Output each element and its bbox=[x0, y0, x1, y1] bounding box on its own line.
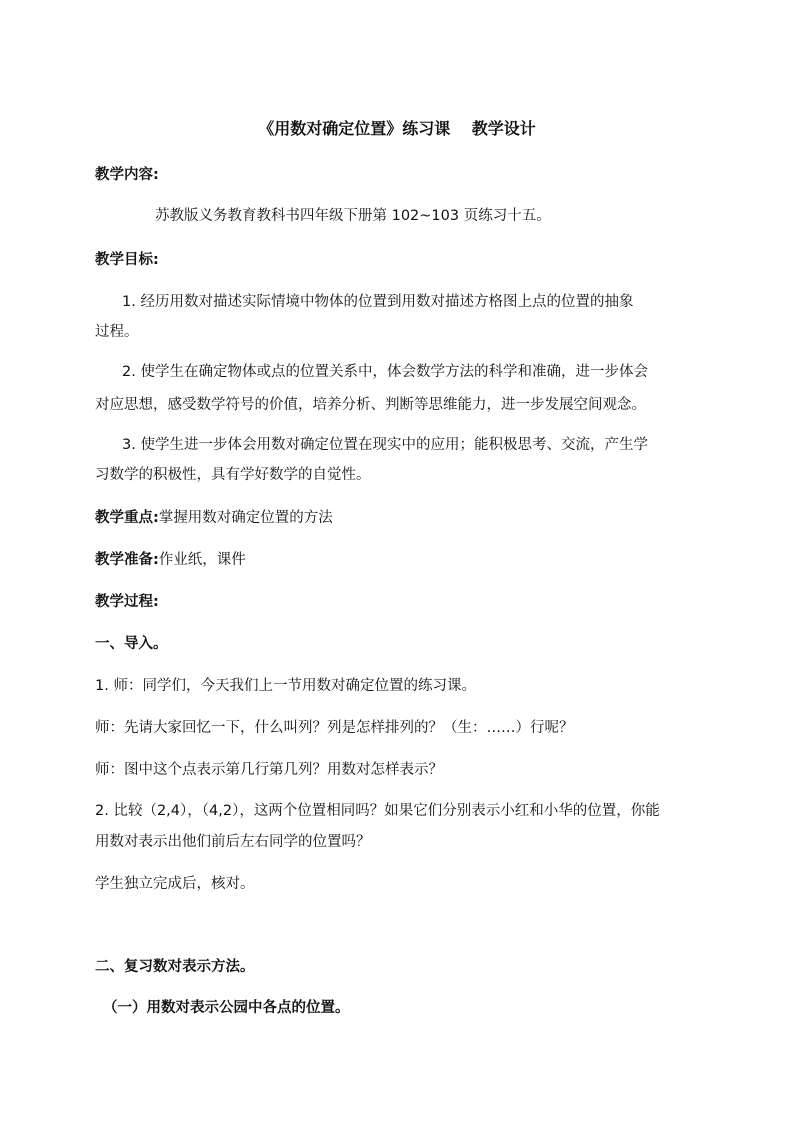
keypoint-label: 教学重点: bbox=[95, 510, 159, 526]
keypoint-text: 掌握用数对确定位置的方法 bbox=[158, 510, 333, 526]
section-1-line-2: 师：先请大家回忆一下，什么叫列？列是怎样排列的？（生：……）行呢？ bbox=[95, 720, 574, 736]
content-heading: 教学内容: bbox=[95, 167, 159, 183]
process-heading: 教学过程: bbox=[95, 594, 159, 610]
section-1-line-1: 1. 师：同学们，今天我们上一节用数对确定位置的练习课。 bbox=[95, 678, 476, 694]
goal-3-line-2: 习数学的积极性，具有学好数学的自觉性。 bbox=[95, 467, 371, 483]
section-1-heading: 一、导入。 bbox=[95, 636, 168, 652]
prep-text: 作业纸，课件 bbox=[158, 552, 246, 568]
prep-label: 教学准备: bbox=[95, 552, 159, 568]
goal-1-line-2: 过程。 bbox=[95, 324, 139, 340]
keypoint-row bbox=[95, 508, 705, 528]
goal-1-line-1: 1. 经历用数对描述实际情境中物体的位置到用数对描述方格图上点的位置的抽象 bbox=[122, 294, 634, 310]
section-2-subheading: （一）用数对表示公园中各点的位置。 bbox=[103, 1000, 350, 1016]
document-title: 《用数对确定位置》练习课 教学设计 bbox=[258, 119, 536, 138]
section-2-heading: 二、复习数对表示方法。 bbox=[95, 959, 255, 975]
goal-2-line-1: 2. 使学生在确定物体或点的位置关系中，体会数学方法的科学和准确，进一步体会 bbox=[122, 364, 648, 380]
prep-row bbox=[95, 550, 705, 570]
content-text: 苏教版义务教育教科书四年级下册第 102~103 页练习十五。 bbox=[155, 208, 551, 224]
section-1-line-4a: 2. 比较（2,4），（4,2），这两个位置相同吗？如果它们分别表示小红和小华的位置，你能 bbox=[95, 803, 660, 819]
section-1-line-4b: 用数对表示出他们前后左右同学的位置吗？ bbox=[95, 834, 371, 850]
goal-2-line-2: 对应思想，感受数学符号的价值，培养分析、判断等思维能力，进一步发展空间观念。 bbox=[95, 397, 646, 413]
goals-heading: 教学目标: bbox=[95, 252, 159, 268]
section-1-line-5: 学生独立完成后，核对。 bbox=[95, 876, 255, 892]
goal-3-line-1: 3. 使学生进一步体会用数对确定位置在现实中的应用；能积极思考、交流，产生学 bbox=[122, 437, 648, 453]
section-1-line-3: 师：图中这个点表示第几行第几列？用数对怎样表示？ bbox=[95, 762, 443, 778]
